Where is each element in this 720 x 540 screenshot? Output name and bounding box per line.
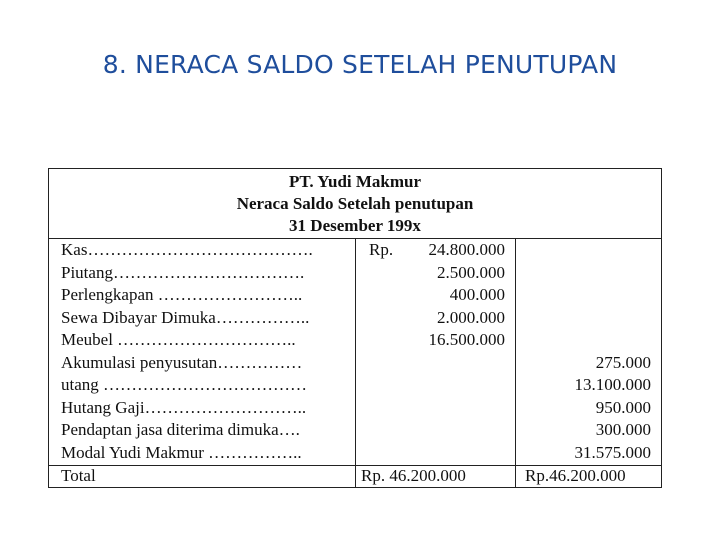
table-row — [49, 329, 661, 352]
table-row — [49, 284, 661, 307]
table-row — [49, 442, 661, 465]
document-header — [49, 169, 661, 239]
debit-value: 2.000.000 — [437, 307, 505, 327]
debit-value: 2.500.000 — [437, 262, 505, 282]
table-row — [49, 374, 661, 397]
account-label: Kas…………………………………. — [61, 240, 313, 259]
account-label: utang ……………………………… — [61, 375, 308, 394]
account-label: Meubel ………………………….. — [61, 330, 296, 349]
table-row — [49, 307, 661, 330]
credit-value: 13.100.000 — [574, 375, 651, 394]
credit-value: 950.000 — [595, 397, 651, 417]
report-date: 31 Desember 199x — [289, 216, 421, 235]
account-label: Modal Yudi Makmur …………….. — [61, 442, 302, 462]
account-label: Akumulasi penyusutan…………… — [61, 352, 303, 372]
total-debit: Rp. 46.200.000 — [361, 466, 466, 485]
debit-value: 24.800.000 — [428, 240, 505, 259]
table-row — [49, 352, 661, 375]
debit-value: 16.500.000 — [428, 330, 505, 349]
account-table — [49, 239, 661, 466]
table-row — [49, 397, 661, 420]
currency-label: Rp. — [369, 240, 394, 259]
account-label: Hutang Gaji……………………….. — [61, 397, 307, 417]
table-row — [49, 262, 661, 285]
trial-balance-document — [48, 168, 662, 488]
table-row — [49, 239, 661, 262]
credit-value: 275.000 — [595, 352, 651, 372]
total-label: Total — [61, 466, 96, 485]
account-label: Piutang……………………………. — [61, 262, 305, 282]
total-credit: Rp.46.200.000 — [525, 466, 626, 485]
total-row — [49, 466, 661, 487]
debit-value: 400.000 — [449, 285, 505, 304]
credit-value: 300.000 — [595, 420, 651, 439]
account-label: Perlengkapan …………………….. — [61, 285, 303, 304]
account-label: Pendaptan jasa diterima dimuka…. — [61, 420, 300, 439]
report-name: Neraca Saldo Setelah penutupan — [236, 194, 474, 213]
slide-title: 8. NERACA SALDO SETELAH PENUTUPAN — [102, 50, 618, 79]
credit-value: 31.575.000 — [574, 442, 651, 462]
table-row — [49, 419, 661, 442]
account-label: Sewa Dibayar Dimuka…………….. — [61, 307, 310, 327]
company-name: PT. Yudi Makmur — [288, 172, 422, 191]
